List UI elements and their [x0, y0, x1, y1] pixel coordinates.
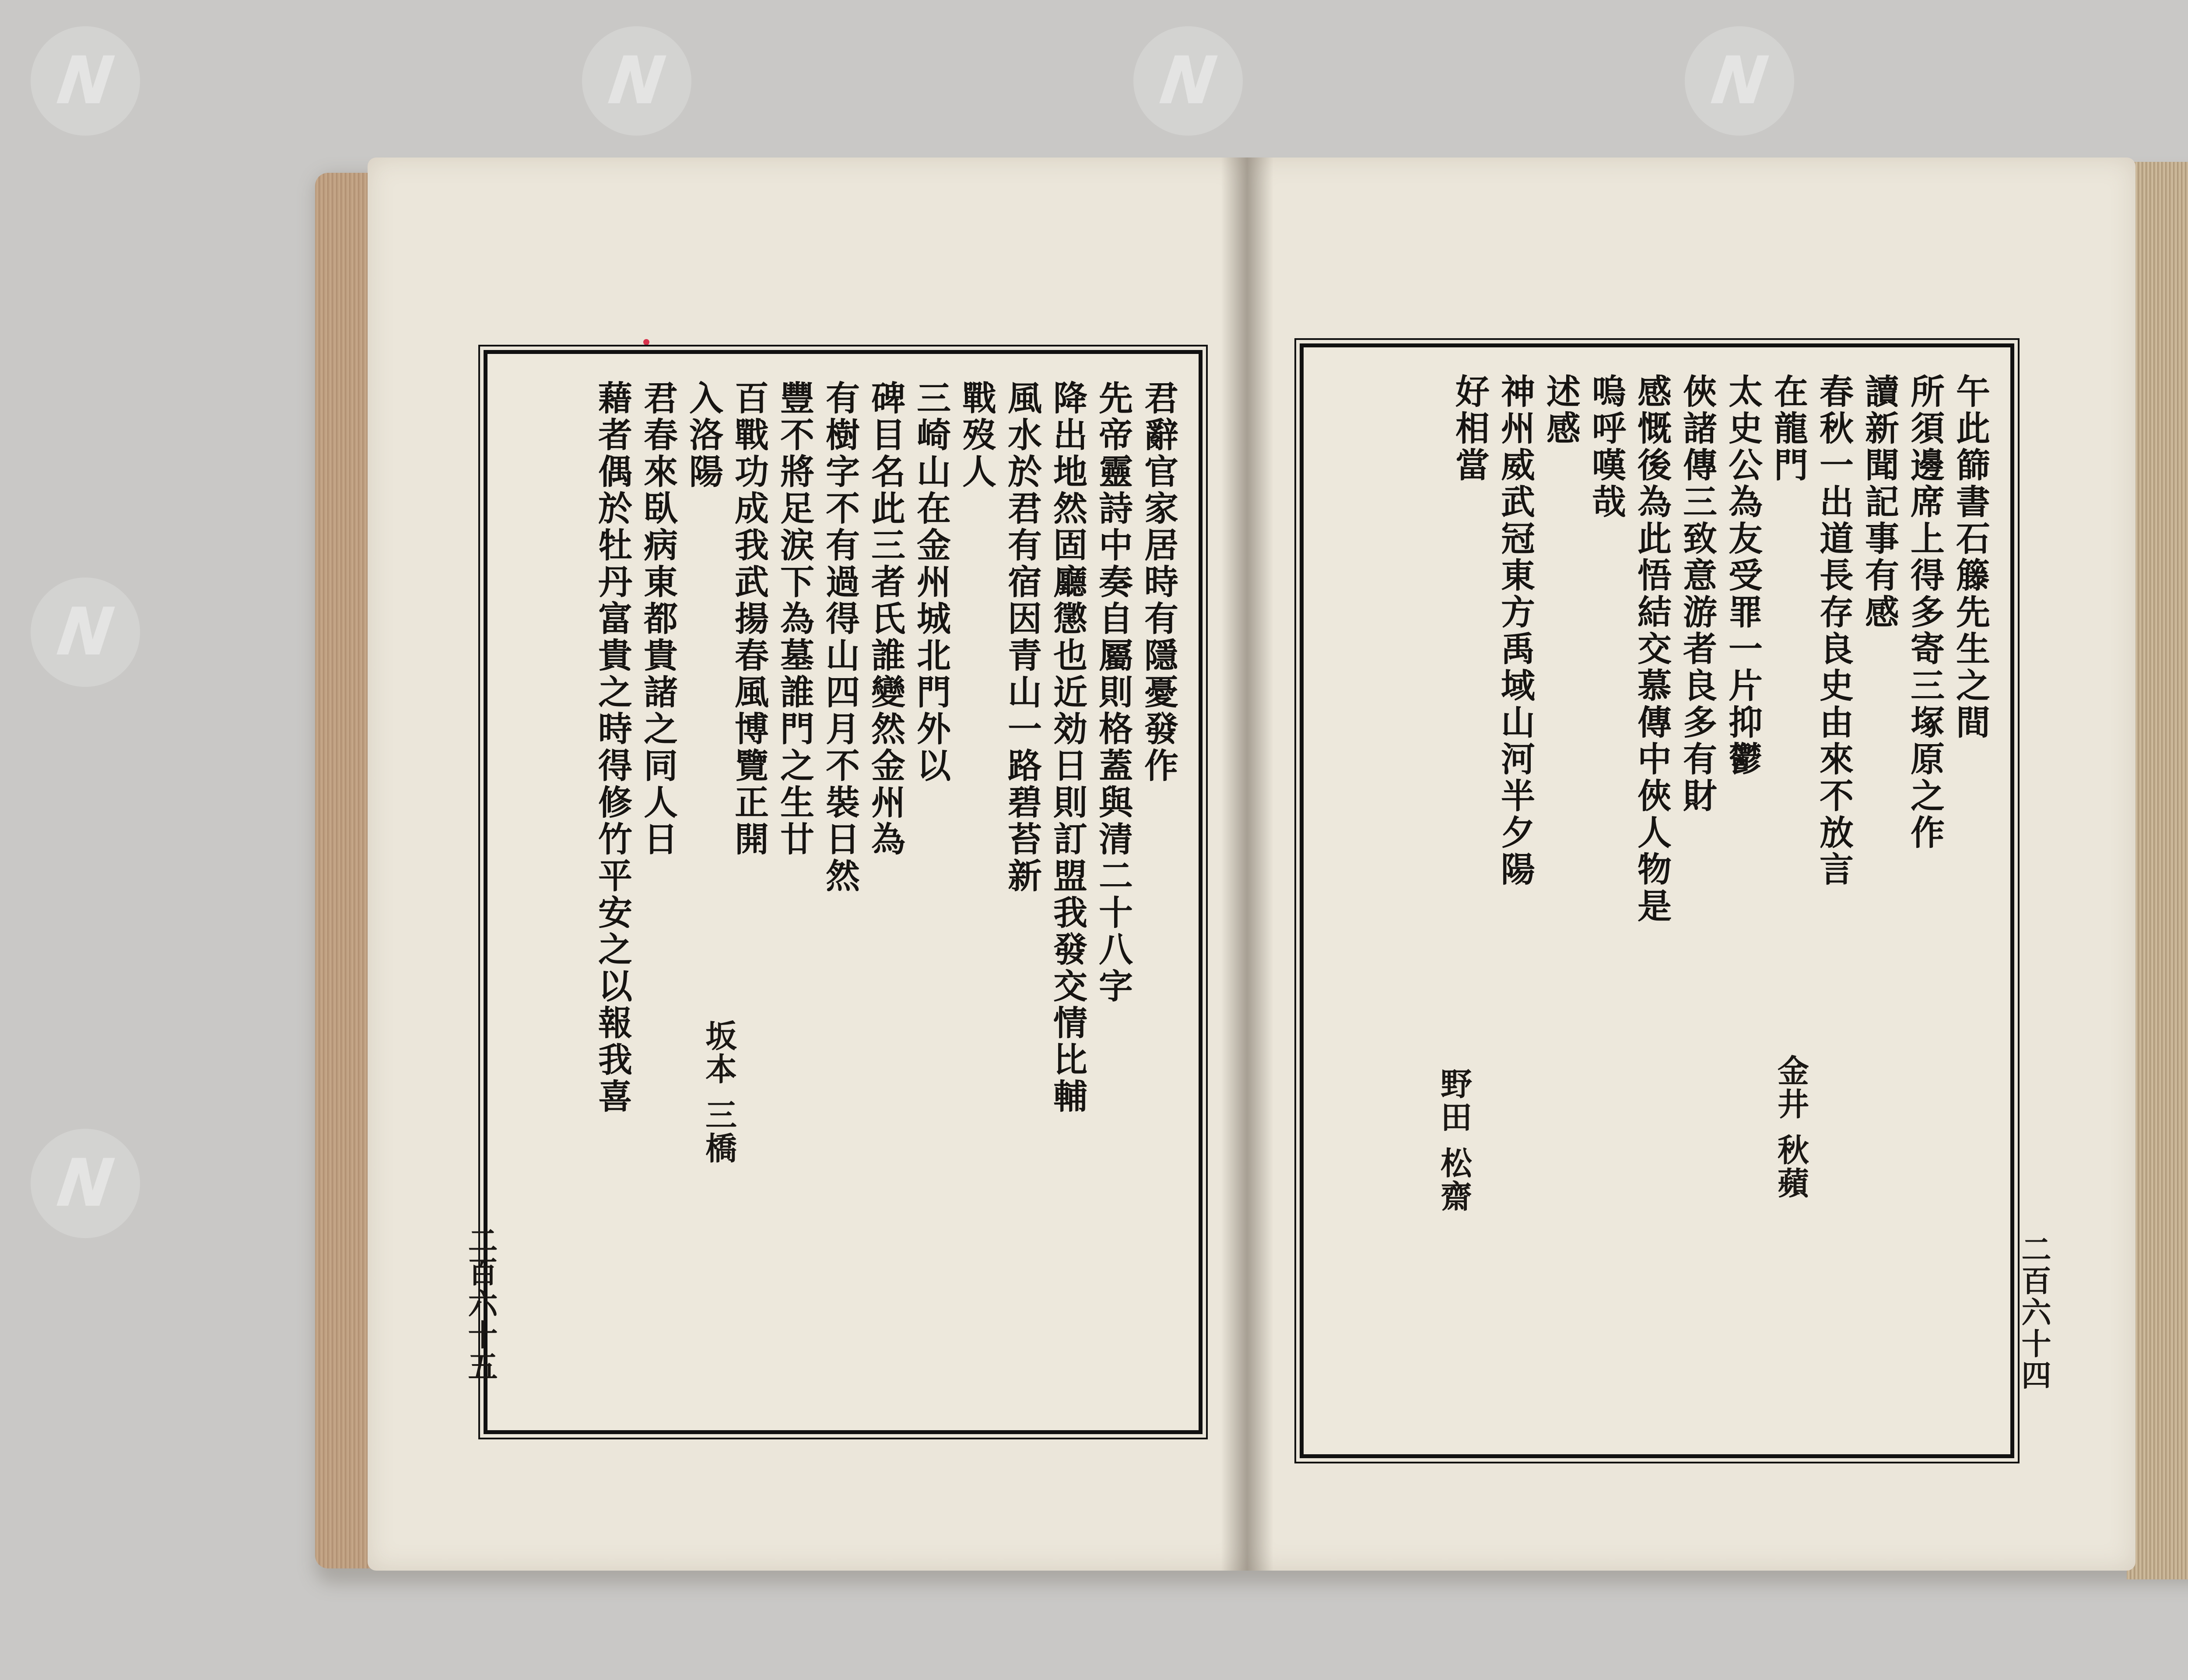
right-page-number: 二百六十四 [2016, 1234, 2051, 1391]
text-column: 豐不將足涙下為墓誰門之生廿 [775, 380, 814, 858]
text-column: 先帝靈詩中奏自屬則格蓋與清二十八字 [1093, 380, 1133, 1005]
text-column: 在龍門 [1768, 374, 1808, 484]
text-column: 太史公為友受罪一片抑鬱 [1723, 374, 1763, 778]
left-page-number: 二百六十五 [463, 1225, 498, 1382]
watermark-glyph: N [1699, 43, 1780, 119]
text-column: 百戰功成我武揚春風博覽正開 [729, 380, 769, 858]
text-column: 俠諸傳三致意游者良多有財 [1677, 374, 1717, 815]
right-text-columns [1321, 374, 1993, 1428]
author-name: 坂本 三橋 [700, 1019, 737, 1166]
text-column: 降出地然固廳懲也近効日則訂盟我發交情比輔 [1048, 380, 1087, 1115]
author-name: 金井 秋蘋 [1772, 1054, 1809, 1200]
text-column: 述感 [1541, 374, 1581, 447]
watermark-glyph: N [45, 43, 126, 119]
nishogakusha-watermark-logo [1685, 26, 1794, 136]
text-column: 神州威武冠東方禹域山河半夕陽 [1495, 374, 1535, 888]
text-column: 有樹字不有過得山四月不裝日然 [820, 380, 860, 895]
left-text-columns [505, 380, 1181, 1404]
text-column: 戰歿人 [957, 380, 996, 490]
author-name: 野田 松齋 [1435, 1068, 1473, 1214]
left-page-edges [315, 173, 376, 1568]
red-mark [643, 339, 649, 345]
text-column: 嗚呼嘆哉 [1586, 374, 1626, 521]
text-column: 君辭官家居時有隱憂發作 [1139, 380, 1178, 784]
watermark-glyph: N [596, 43, 677, 119]
text-column: 藉者偶於牡丹富貴之時得修竹平安之以報我喜 [593, 380, 632, 1115]
text-column: 感慨後為此悟結交慕傳中俠人物是 [1632, 374, 1672, 925]
watermark-glyph: N [45, 594, 126, 670]
text-column: 好相當 [1450, 374, 1490, 484]
nishogakusha-watermark-logo [31, 578, 140, 687]
text-column: 碑目名此三者氏誰變然金州為 [866, 380, 905, 858]
nishogakusha-watermark-logo [31, 26, 140, 136]
left-text-frame [484, 350, 1203, 1434]
text-column: 午此篩書石籐先生之間 [1950, 374, 1990, 741]
text-column: 春秋一出道長存良史由來不放言 [1814, 374, 1854, 888]
nishogakusha-watermark-logo [31, 1129, 140, 1238]
text-column: 所須邊席上得多寄三塚原之作 [1905, 374, 1945, 851]
text-column: 君春來臥病東都貴諸之同人日 [638, 380, 678, 858]
right-page-edges [2127, 162, 2188, 1579]
watermark-glyph: N [45, 1145, 126, 1222]
text-column: 讀新聞記事有感 [1859, 374, 1899, 631]
nishogakusha-watermark-logo [1133, 26, 1243, 136]
text-column: 入洛陽 [684, 380, 723, 490]
right-text-frame [1300, 343, 2014, 1458]
nishogakusha-watermark-logo [582, 26, 691, 136]
watermark-glyph: N [1148, 43, 1228, 119]
text-column: 風水於君有宿因青山一路碧苔新 [1002, 380, 1042, 895]
text-column: 三崎山在金州城北門外以 [911, 380, 951, 784]
book-gutter [1221, 158, 1273, 1571]
